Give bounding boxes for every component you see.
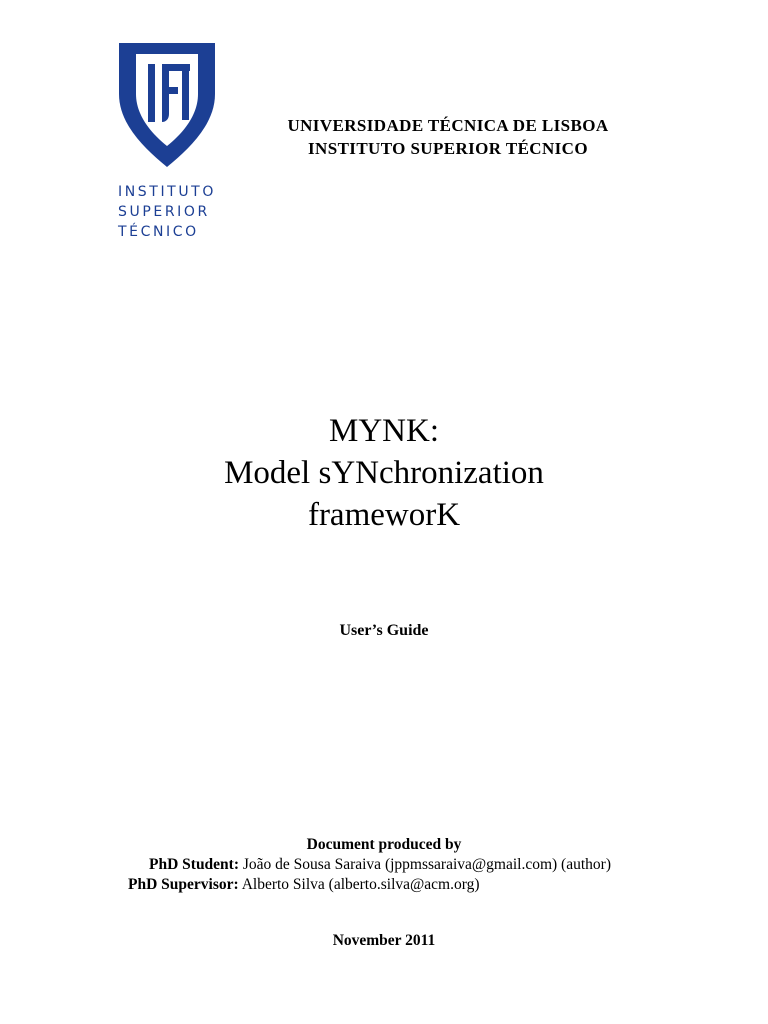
institution-header xyxy=(238,114,658,160)
credits-supervisor xyxy=(128,875,768,895)
document-date: November 2011 xyxy=(332,932,436,949)
title-line-2: Model sYNchronization xyxy=(224,455,544,491)
logo-line-instituto: INSTITUTO xyxy=(118,184,216,200)
logo-line-tecnico: TÉCNICO xyxy=(118,224,199,240)
credits-block xyxy=(0,835,768,895)
ist-shield-icon xyxy=(118,42,216,168)
supervisor-label: PhD Supervisor: xyxy=(128,876,239,893)
supervisor-value: Alberto Silva (alberto.silva@acm.org) xyxy=(241,876,480,893)
ist-logo xyxy=(118,42,218,242)
credits-heading: Document produced by xyxy=(306,836,462,853)
logo-wordmark xyxy=(118,182,218,242)
institute-name: INSTITUTO SUPERIOR TÉCNICO xyxy=(308,139,588,158)
university-name: UNIVERSIDADE TÉCNICA DE LISBOA xyxy=(287,116,609,135)
student-value: João de Sousa Saraiva (jppmssaraiva@gmail.com) (author) xyxy=(242,856,611,873)
title-line-1: MYNK: xyxy=(328,413,439,449)
title-line-3: frameworK xyxy=(307,497,461,533)
logo-line-superior: SUPERIOR xyxy=(118,204,210,220)
student-label: PhD Student: xyxy=(149,856,240,873)
document-title xyxy=(0,410,768,536)
credits-student xyxy=(149,855,768,875)
document-subtitle: User’s Guide xyxy=(339,622,429,639)
